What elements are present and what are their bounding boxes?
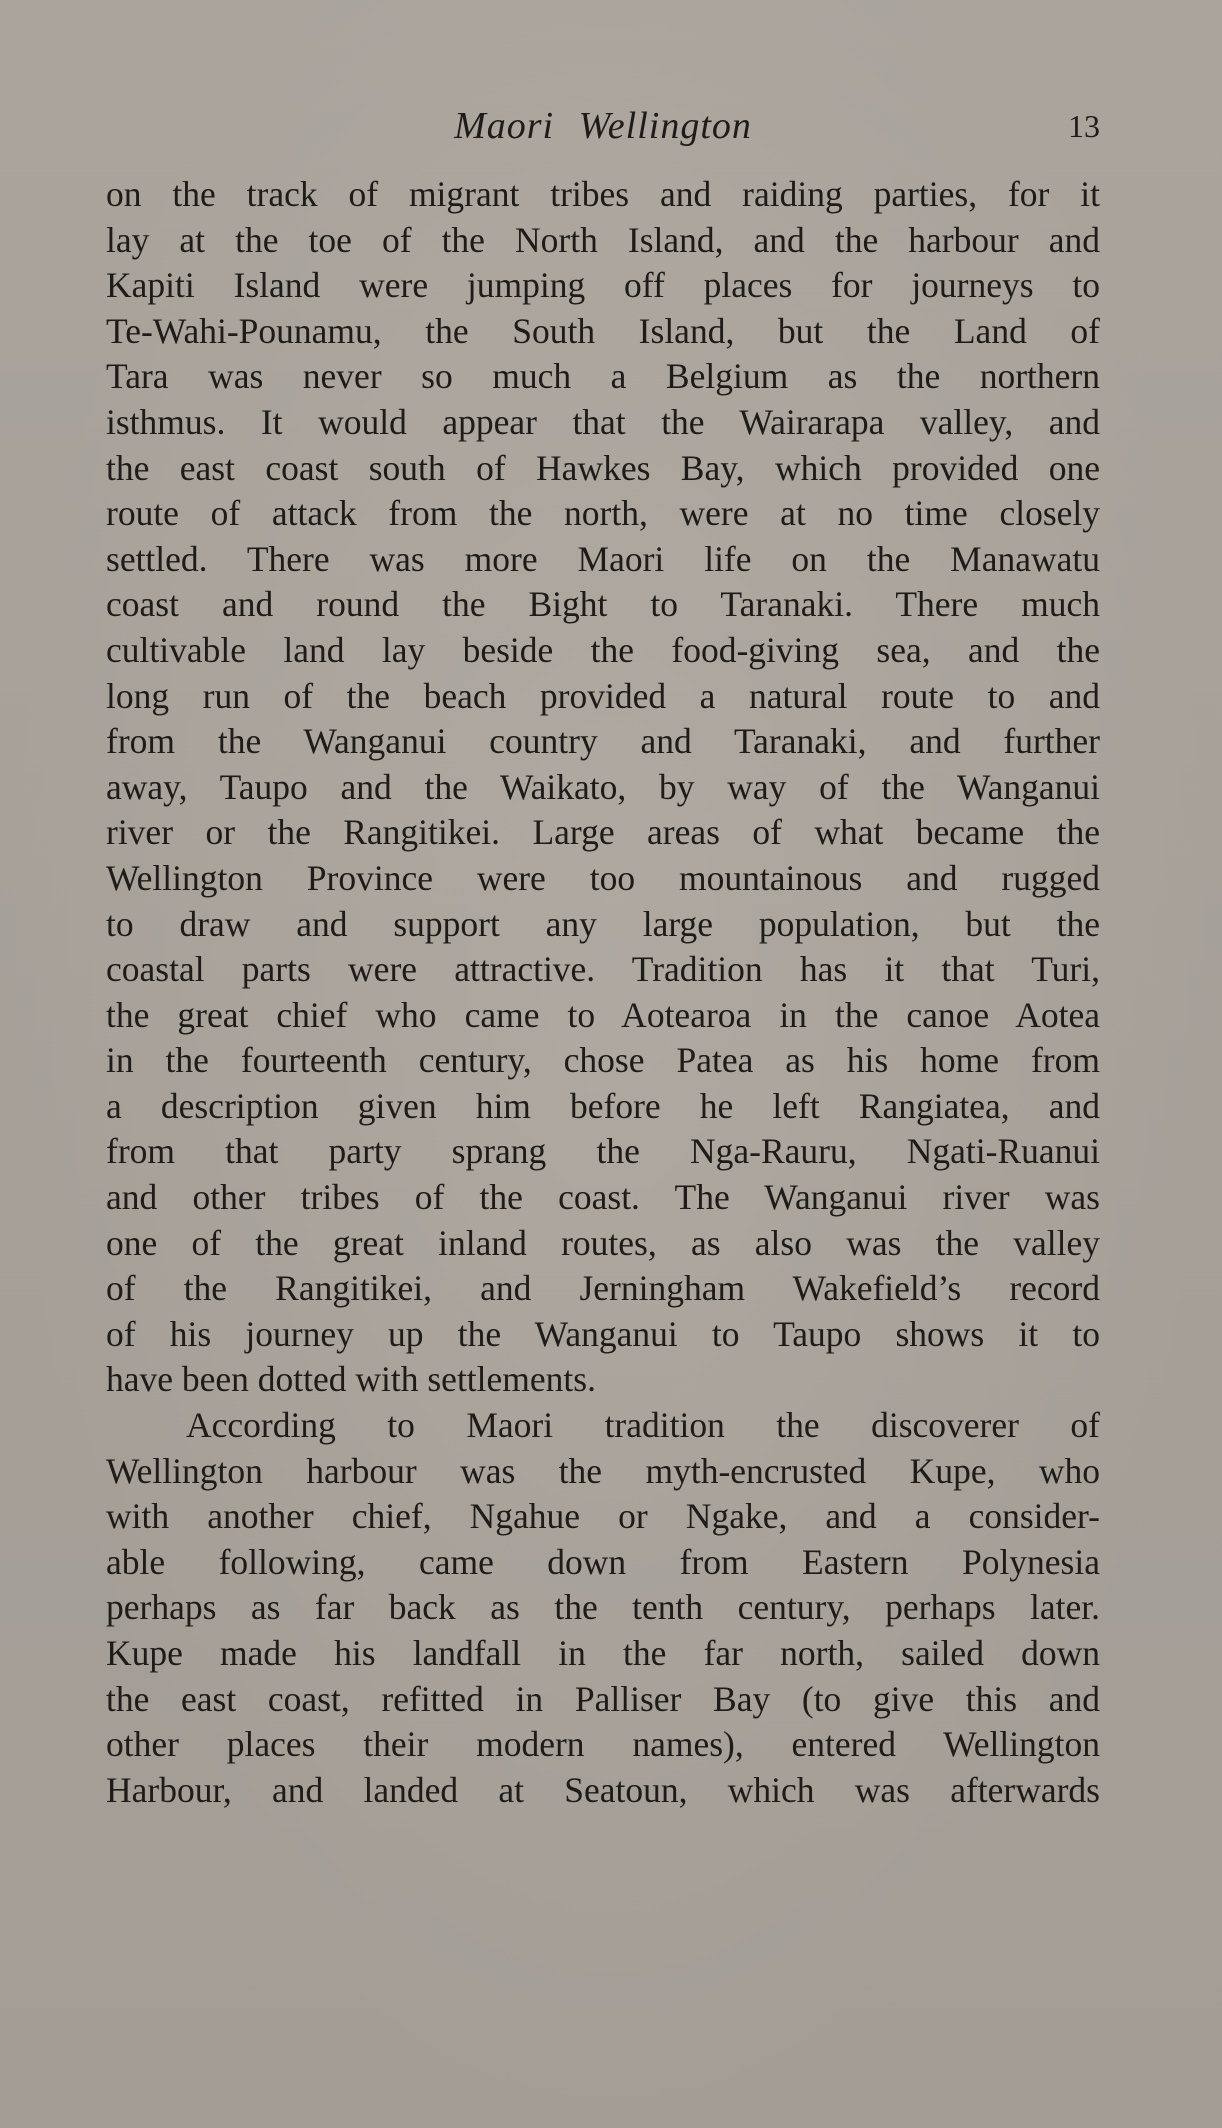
text-line: Wellington harbour was the myth-encrusted Kupe, who xyxy=(106,1450,1100,1491)
running-title: Maori Wellington xyxy=(454,105,752,147)
text-line: the east coast south of Hawkes Bay, which provided one xyxy=(106,447,1100,488)
text-line: with another chief, Ngahue or Ngake, and a consider- xyxy=(106,1496,1100,1537)
text-line: away, Taupo and the Waikato, by way of the Wanganui xyxy=(106,766,1100,807)
text-line: Kupe made his landfall in the far north, sailed down xyxy=(106,1633,1100,1673)
text-line: of his journey up the Wanganui to Taupo shows it to xyxy=(106,1313,1100,1354)
text-line: Te-Wahi-Pounamu, the South Island, but the Land of xyxy=(106,310,1100,351)
text-line: of the Rangitikei, and Jerningham Wakefield’s record xyxy=(106,1268,1100,1309)
paragraph xyxy=(106,1403,1100,1813)
text-line: coastal parts were attractive. Tradition has it that Turi, xyxy=(106,949,1100,990)
text-line: river or the Rangitikei. Large areas of what became the xyxy=(106,812,1100,853)
text-line: Tara was never so much a Belgium as the northern xyxy=(106,356,1100,397)
text-line: the east coast, refitted in Palliser Bay (to give this and xyxy=(106,1678,1100,1719)
text-line: other places their modern names), entered Wellington xyxy=(106,1724,1100,1765)
text-line: Harbour, and landed at Seatoun, which was afterwards xyxy=(106,1769,1100,1810)
text-line: in the fourteenth century, chose Patea as his home from xyxy=(106,1040,1100,1081)
text-line: on the track of migrant tribes and raiding parties, for it xyxy=(106,174,1100,214)
text-line: from the Wanganui country and Taranaki, and further xyxy=(106,721,1100,762)
text-line: the great chief who came to Aotearoa in the canoe Aotea xyxy=(106,994,1100,1035)
text-line: coast and round the Bight to Taranaki. There much xyxy=(106,584,1100,625)
text-line: isthmus. It would appear that the Wairarapa valley, and xyxy=(106,401,1100,442)
text-line: Wellington Province were too mountainous and rugged xyxy=(106,857,1100,898)
text-line: and other tribes of the coast. The Wanganui river was xyxy=(106,1177,1100,1218)
text-line: one of the great inland routes, as also was the valley xyxy=(106,1222,1100,1263)
text-line: According to Maori tradition the discoverer of xyxy=(186,1405,1100,1446)
text-line: have been dotted with settlements. xyxy=(106,1359,596,1400)
text-line: cultivable land lay beside the food-giving sea, and the xyxy=(106,629,1100,670)
text-line: able following, came down from Eastern Polynesia xyxy=(106,1541,1100,1582)
running-head xyxy=(106,104,1100,152)
text-line: perhaps as far back as the tenth century, perhaps later. xyxy=(106,1587,1100,1628)
text-line: lay at the toe of the North Island, and the harbour and xyxy=(106,219,1100,260)
body-text xyxy=(106,172,1100,1813)
text-line: a description given him before he left Rangiatea, and xyxy=(106,1085,1100,1126)
text-line: to draw and support any large population, but the xyxy=(106,903,1100,944)
text-line: from that party sprang the Nga-Rauru, Ngati-Ruanui xyxy=(106,1131,1100,1172)
text-line: long run of the beach provided a natural route to and xyxy=(106,675,1100,716)
paragraph xyxy=(106,172,1100,1403)
text-line: Kapiti Island were jumping off places for journeys to xyxy=(106,265,1100,306)
text-line: route of attack from the north, were at no time closely xyxy=(106,493,1100,534)
page-number: 13 xyxy=(1068,108,1100,144)
text-line: settled. There was more Maori life on the Manawatu xyxy=(106,538,1100,579)
